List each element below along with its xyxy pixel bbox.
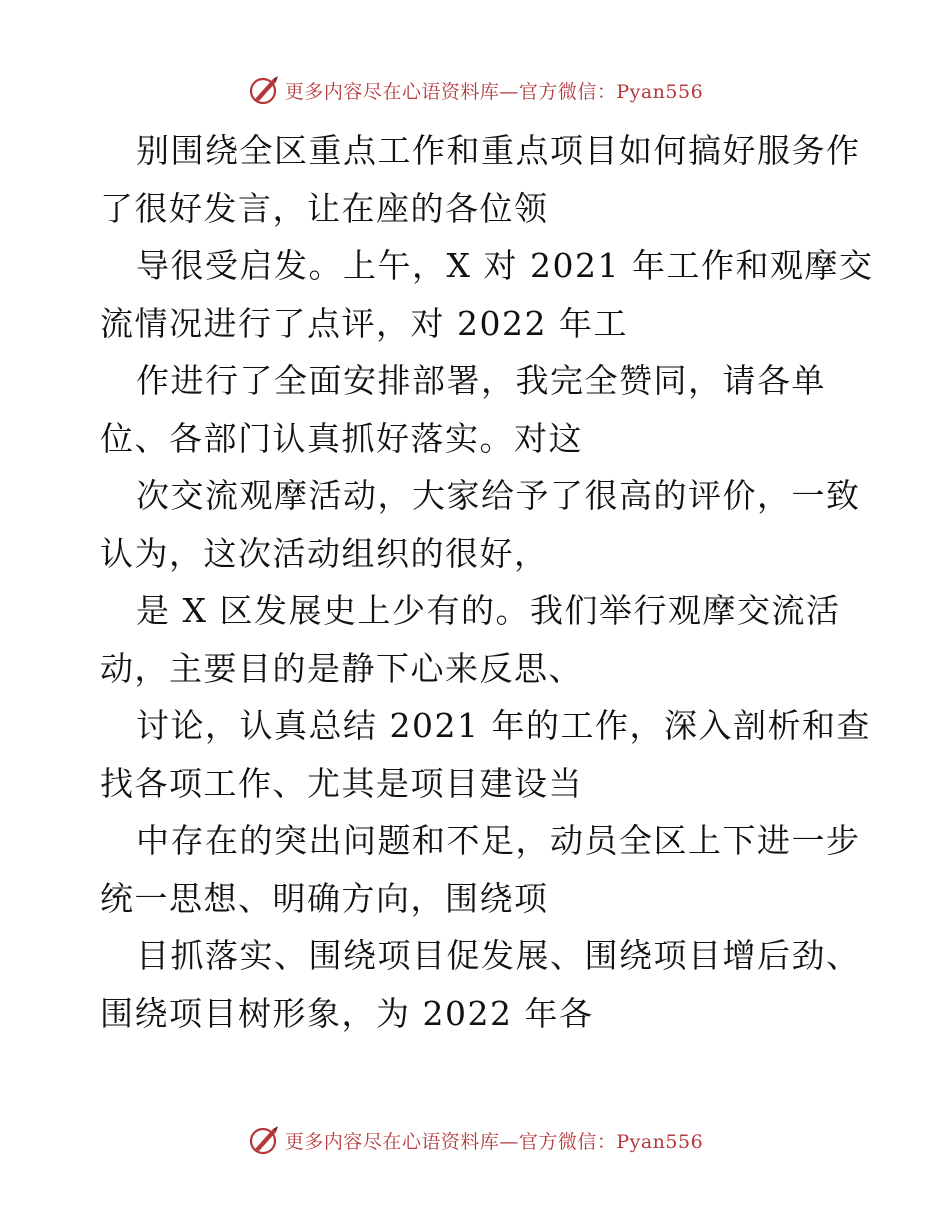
watermark-text: 更多内容尽在心语资料库—官方微信：Pyan556 [284, 1130, 704, 1153]
quill-logo-icon [247, 73, 281, 107]
footer-watermark [0, 1120, 950, 1160]
text-line: 中存在的突出问题和不足，动员全区上下进一步 [136, 821, 861, 860]
watermark-text: 更多内容尽在心语资料库—官方微信：Pyan556 [284, 80, 704, 103]
document-body [100, 122, 874, 1042]
text-line: 作进行了全面安排部署，我完全赞同，请各单 [136, 361, 826, 400]
text-line: 次交流观摩活动，大家给予了很高的评价，一致 [136, 476, 861, 515]
text-line: 统一思想、明确方向，围绕项 [100, 878, 549, 918]
text-line: 找各项工作、尤其是项目建设当 [100, 763, 583, 803]
header-watermark [0, 70, 950, 110]
text-line: 围绕项目树形象，为 2022 年各 [100, 993, 594, 1033]
text-line: 目抓落实、围绕项目促发展、围绕项目增后劲、 [136, 936, 861, 975]
text-line: 导很受启发。上午，X 对 2021 年工作和观摩交 [136, 246, 874, 285]
text-line: 位、各部门认真抓好落实。对这 [100, 418, 583, 458]
text-line: 动，主要目的是静下心来反思、 [100, 648, 583, 688]
quill-logo-icon [247, 1123, 281, 1157]
text-line: 是 X 区发展史上少有的。我们举行观摩交流活 [136, 591, 841, 630]
text-line: 流情况进行了点评，对 2022 年工 [100, 303, 628, 343]
text-line: 讨论，认真总结 2021 年的工作，深入剖析和查 [136, 706, 871, 745]
text-line: 了很好发言，让在座的各位领 [100, 188, 549, 228]
text-line: 别围绕全区重点工作和重点项目如何搞好服务作 [136, 131, 861, 170]
text-line: 认为，这次活动组织的很好， [100, 533, 549, 573]
